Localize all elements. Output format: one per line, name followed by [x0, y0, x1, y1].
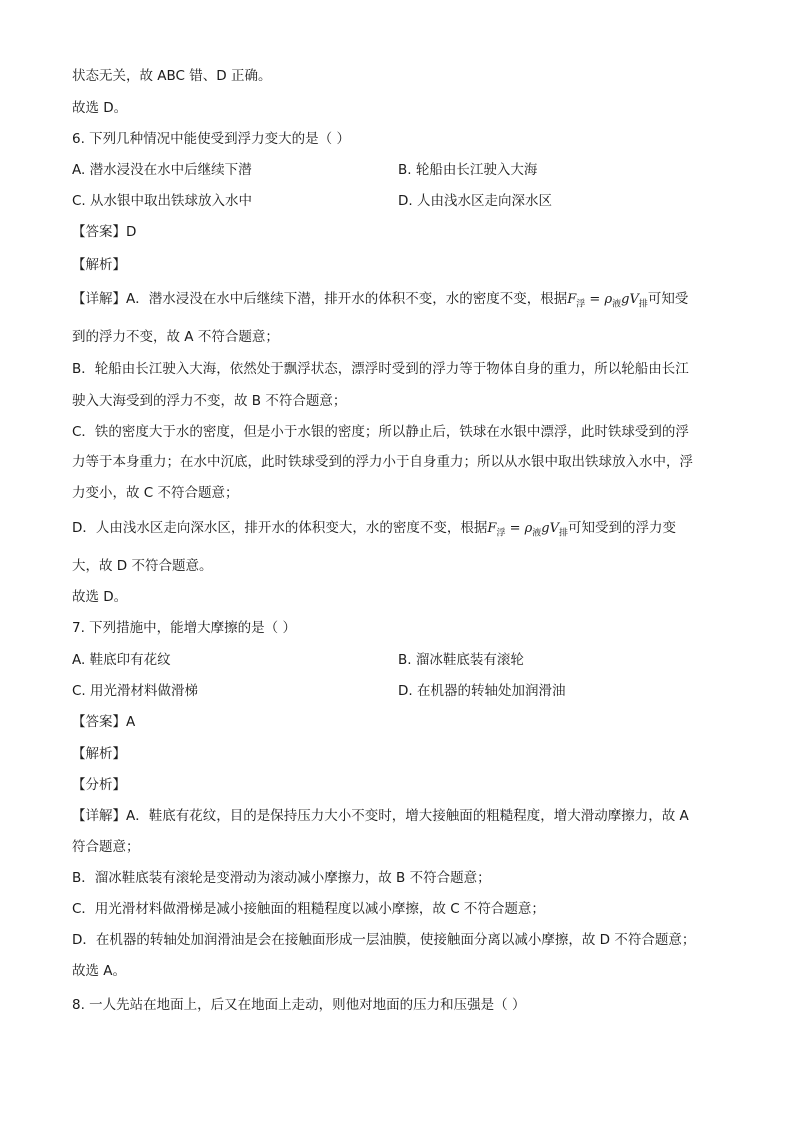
detail-6a-text: 【详解】A．潜水浸没在水中后继续下潜，排开水的体积不变，水的密度不变，根据	[72, 291, 568, 307]
buoyancy-formula: $F_浮 = \rho_液gV_排$	[567, 292, 648, 310]
text-line: 到的浮力不变，故 A 不符合题意；	[72, 329, 279, 345]
question-7: 7. 下列措施中，能增大摩擦的是（ ）	[72, 620, 296, 636]
q6-option-c: C. 从水银中取出铁球放入水中	[72, 193, 253, 209]
detail-6a	[72, 290, 688, 314]
detail-6d-text-end: 可知受到的浮力变	[568, 520, 677, 536]
q7-option-b: B. 溜冰鞋底装有滚轮	[398, 652, 524, 668]
detail-6a-text-end: 可知受	[647, 291, 689, 307]
detail-6d	[72, 519, 676, 543]
analysis-heading-6: 【解析】	[72, 257, 126, 273]
text-line: B．溜冰鞋底装有滚轮是变滑动为滚动减小摩擦力，故 B 不符合题意；	[72, 870, 491, 886]
text-line: 大，故 D 不符合题意。	[72, 558, 213, 574]
detail-6d-text: D．人由浅水区走向深水区，排开水的体积变大，水的密度不变，根据	[72, 520, 488, 536]
question-8: 8. 一人先站在地面上，后又在地面上走动，则他对地面的压力和压强是（ ）	[72, 997, 526, 1013]
fenxi-heading-7: 【分析】	[72, 777, 126, 793]
text-line: 故选 A。	[72, 963, 127, 979]
text-line: B．轮船由长江驶入大海，依然处于飘浮状态，漂浮时受到的浮力等于物体自身的重力，所以轮船由长江	[72, 361, 689, 377]
text-line: 力等于本身重力；在水中沉底，此时铁球受到的浮力小于自身重力；所以从水银中取出铁球放入水中，浮	[72, 454, 693, 470]
question-6: 6. 下列几种情况中能使受到浮力变大的是（ ）	[72, 131, 350, 147]
answer-6: 【答案】D	[72, 224, 137, 240]
text-line: 【详解】A．鞋底有花纹，目的是保持压力大小不变时，增大接触面的粗糙程度，增大滑动摩擦力，故 A	[72, 808, 689, 824]
answer-7: 【答案】A	[72, 714, 136, 730]
text-line: C．用光滑材料做滑梯是减小接触面的粗糙程度以减小摩擦，故 C 不符合题意；	[72, 901, 545, 917]
text-line: 故选 D。	[72, 100, 128, 116]
text-line: C．铁的密度大于水的密度，但是小于水银的密度；所以静止后，铁球在水银中漂浮，此时铁球受到的浮	[72, 424, 689, 440]
text-line: 符合题意；	[72, 839, 140, 855]
q7-option-d: D. 在机器的转轴处加润滑油	[398, 683, 566, 699]
text-line: 状态无关，故 ABC 错、D 正确。	[72, 68, 272, 84]
text-line: 驶入大海受到的浮力不变，故 B 不符合题意；	[72, 393, 347, 409]
text-line: D．在机器的转轴处加润滑油是会在接触面形成一层油膜，使接触面分离以减小摩擦，故 D 不符合题意；	[72, 932, 696, 948]
q6-option-a: A. 潜水浸没在水中后继续下潜	[72, 162, 252, 178]
q6-option-b: B. 轮船由长江驶入大海	[398, 162, 538, 178]
text-line: 力变小，故 C 不符合题意；	[72, 485, 239, 501]
q6-option-d: D. 人由浅水区走向深水区	[398, 193, 552, 209]
analysis-heading-7: 【解析】	[72, 746, 126, 762]
text-line: 故选 D。	[72, 589, 128, 605]
q7-option-c: C. 用光滑材料做滑梯	[72, 683, 199, 699]
q7-option-a: A. 鞋底印有花纹	[72, 652, 171, 668]
buoyancy-formula: $F_浮 = \rho_液gV_排$	[487, 521, 569, 539]
